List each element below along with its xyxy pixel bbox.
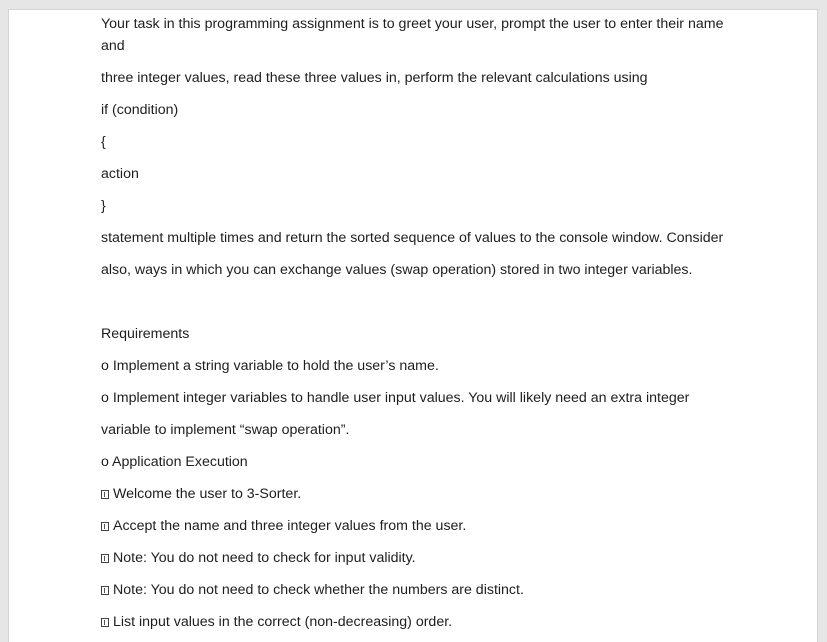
- paragraph: [101, 132, 731, 154]
- list-item: [101, 356, 731, 378]
- bullet-item: [101, 612, 731, 634]
- paragraph: [101, 68, 731, 90]
- paragraph-text: action: [101, 165, 139, 182]
- bullet-item: [101, 548, 731, 570]
- paragraph-text: {: [101, 133, 106, 150]
- paragraph-text: Welcome the user to 3-Sorter.: [113, 485, 302, 502]
- list-item: [101, 388, 731, 410]
- paragraph: [101, 420, 731, 442]
- bullet-item: [101, 516, 731, 538]
- paragraph-text: variable to implement “swap operation”.: [101, 421, 350, 438]
- paragraph-text: }: [101, 197, 106, 214]
- missing-glyph-icon: [101, 618, 109, 627]
- paragraph-text: Your task in this programming assignment is to greet your user, prompt the user to enter their name and: [101, 16, 728, 54]
- paragraph: [101, 164, 731, 186]
- paragraph-text: List input values in the correct (non-decreasing) order.: [113, 613, 453, 630]
- missing-glyph-icon: [101, 586, 109, 595]
- paragraph: [101, 14, 731, 57]
- missing-glyph-icon: [101, 490, 109, 499]
- paragraph-text: three integer values, read these three values in, perform the relevant calculations using: [101, 69, 648, 86]
- paragraph: [101, 260, 731, 282]
- paragraph-text: o Implement a string variable to hold the user’s name.: [101, 357, 439, 374]
- missing-glyph-icon: [101, 554, 109, 563]
- missing-glyph-icon: [101, 522, 109, 531]
- document-page[interactable]: [8, 9, 818, 642]
- paragraph-text: o Application Execution: [101, 453, 248, 470]
- paragraph-text: o Implement integer variables to handle user input values. You will likely need an extra integer: [101, 389, 690, 406]
- paragraph-text: Note: You do not need to check whether the numbers are distinct.: [113, 581, 524, 598]
- paragraph-text: Accept the name and three integer values from the user.: [113, 517, 467, 534]
- document-body[interactable]: [101, 14, 731, 642]
- paragraph: [101, 228, 731, 250]
- paragraph-text: if (condition): [101, 101, 179, 118]
- bullet-item: [101, 484, 731, 506]
- paragraph-text: statement multiple times and return the sorted sequence of values to the console window. Consider: [101, 229, 724, 246]
- paragraph-text: Note: You do not need to check for input validity.: [113, 549, 416, 566]
- paragraph: [101, 196, 731, 218]
- paragraph-text: also, ways in which you can exchange values (swap operation) stored in two integer variables.: [101, 261, 693, 278]
- list-item: [101, 452, 731, 474]
- empty-paragraph: [101, 292, 731, 314]
- section-heading: [101, 324, 731, 346]
- bullet-item: [101, 580, 731, 602]
- paragraph: [101, 100, 731, 122]
- paragraph-text: Requirements: [101, 325, 190, 342]
